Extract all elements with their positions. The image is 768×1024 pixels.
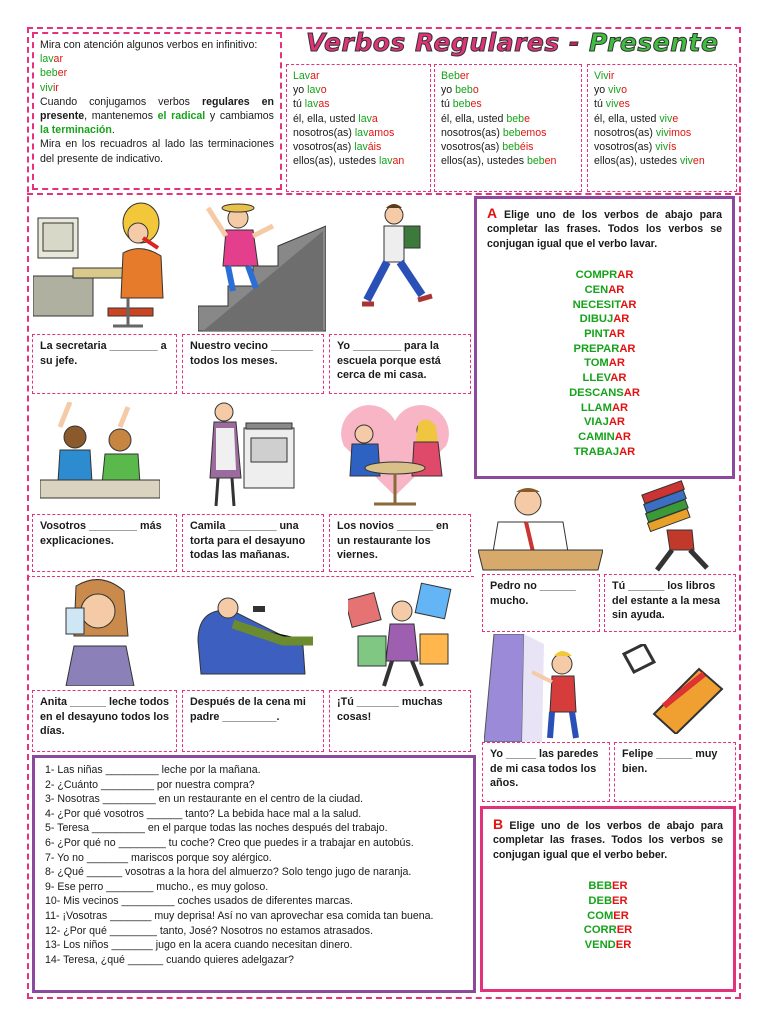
conj-row: yo vivo: [594, 84, 627, 97]
couple-dinner-illustration: [334, 396, 456, 510]
student-walking-illustration: [352, 200, 442, 320]
verb-item: PREPARAR: [573, 342, 636, 355]
man-resting-armchair-illustration: [193, 586, 321, 680]
exercise-item: 3- Nosotras _________ en un restaurante en el centro de la ciudad.: [45, 793, 364, 806]
conj-row: vosotros(as) laváis: [293, 141, 382, 154]
caption-pedro: Pedro no ______ mucho.: [482, 574, 600, 632]
conj-row: nosotros(as) bebemos: [441, 126, 547, 139]
shopper-with-bags-illustration: [348, 576, 456, 688]
intro-text: [40, 38, 274, 166]
section-b-verb-list: [493, 879, 723, 953]
caption-tu-cosas: ¡Tú _______ muchas cosas!: [329, 690, 471, 752]
conj-row: yo lavo: [293, 84, 327, 97]
intro-verb-beber: beber: [40, 67, 68, 80]
section-b-box: [480, 806, 736, 992]
conj-row: tú vives: [594, 98, 630, 111]
caption-yo-paredes: Yo _____ las paredes de mi casa todos los años.: [482, 742, 610, 802]
exercise-item: 6- ¿Por qué no ________ tu coche? Creo que puedes ir a trabajar en autobús.: [45, 836, 414, 849]
infinitive-vivir: Vivir: [594, 70, 615, 82]
verb-item: DIBUJAR: [579, 313, 630, 326]
secretary-illustration: [33, 198, 173, 333]
caption-neighbor: Nuestro vecino _______ todos los meses.: [182, 334, 324, 394]
caption-novios: Los novios ______ en un restaurante los viernes.: [329, 514, 471, 572]
section-a-box: [474, 196, 735, 479]
conj-row: tú bebes: [441, 98, 482, 111]
title-part2: Presente: [589, 28, 719, 57]
conjugation-vivir: [587, 64, 737, 192]
conj-row: nosotros(as) vivimos: [594, 126, 692, 139]
exercise-item: 14- Teresa, ¿qué ______ cuando quieres adelgazar?: [45, 953, 294, 966]
verb-item: TRABAJAR: [573, 445, 636, 458]
conj-row: él, ella, usted lava: [293, 112, 378, 125]
exercise-list-box: [32, 755, 476, 993]
infinitive-lavar: Lavar: [293, 70, 320, 82]
conjugation-beber: [434, 64, 582, 192]
verb-item: TOMAR: [584, 357, 625, 370]
exercise-item: 10- Mis vecinos _________ coches usados de diferentes marcas.: [45, 895, 353, 908]
caption-felipe: Felipe ______ muy bien.: [614, 742, 736, 802]
intro-line1: Mira con atención algunos verbos en infinitivo:: [40, 39, 258, 51]
intro-box: [32, 32, 282, 190]
header-divider: [27, 193, 741, 195]
caption-tu-libros: Tú ______ los libros del estante a la mesa sin ayuda.: [604, 574, 736, 632]
verb-item: LLAMAR: [580, 401, 629, 414]
conj-row: él, ella, usted vive: [594, 112, 679, 125]
verb-item: CAMINAR: [578, 430, 631, 443]
exercise-item: 8- ¿Qué ______ vosotras a la hora del almuerzo? Solo tengo jugo de naranja.: [45, 866, 412, 879]
caption-camila: Camila ________ una torta para el desayuno todas las mañanas.: [182, 514, 324, 572]
verb-item: VIAJAR: [583, 416, 626, 429]
exercise-item: 13- Los niños _______ jugo en la acera cuando necesitan dinero.: [45, 939, 353, 952]
verb-item: LLEVAR: [582, 372, 627, 385]
conj-row: vosotros(as) bebéis: [441, 141, 534, 154]
section-b-text: Elige uno de los verbos de abajo para completar las frases. Todos los verbos se conjugan igual que el verbo beber.: [493, 820, 723, 861]
section-a-verb-list: [487, 268, 722, 459]
verb-item: COMER: [587, 909, 629, 922]
girl-drinking-illustration: [46, 576, 144, 686]
exercise-item: 12- ¿Por qué ________ tanto, José? Nosotros no estamos atrasados.: [45, 924, 374, 937]
exercise-item: 7- Yo no _______ mariscos porque soy alérgico.: [45, 851, 272, 864]
conj-row: ellos(as), ustedes viven: [594, 155, 705, 168]
exercise-item: 2- ¿Cuánto _________ por nuestra compra?: [45, 778, 255, 791]
caption-secretary: La secretaria ________ a su jefe.: [32, 334, 177, 394]
exercise-item: 9- Ese perro ________ mucho., es muy goloso.: [45, 880, 269, 893]
section-b-letter: B: [493, 816, 504, 832]
conj-row: yo bebo: [441, 84, 479, 97]
verb-item: DESCANSAR: [569, 386, 640, 399]
conj-row: tú lavas: [293, 98, 330, 111]
exercise-item: 1- Las niñas _________ leche por la mañana.: [45, 764, 261, 776]
man-carrying-books-illustration: [622, 480, 730, 572]
students-raising-hands-illustration: [40, 402, 160, 502]
verb-item: COMPRAR: [575, 269, 634, 282]
caption-vosotros: Vosotros ________ más explicaciones.: [32, 514, 177, 572]
verb-item: NECESITAR: [572, 298, 637, 311]
exercise-item: 11- ¡Vosotras _______ muy deprisa! Así no van aprovechar esa comida tan buena.: [45, 909, 434, 922]
section-a-instruction: [487, 206, 722, 251]
conjugation-lavar: [286, 64, 431, 192]
exercise-item: 4- ¿Por qué vosotros ______ tanto? La bebida hace mal a la salud.: [45, 807, 362, 820]
page-title: [306, 28, 718, 57]
section-a-text: Elige uno de los verbos de abajo para completar las frases. Todos los verbos se conjugan igual que el verbo lavar.: [487, 209, 722, 250]
intro-paragraph-2: Cuando conjugamos verbos regulares en presente, mantenemos el radical y cambiamos la terminación.: [40, 95, 274, 137]
verb-item: CORRER: [583, 924, 633, 937]
woman-cooking-illustration: [196, 398, 296, 510]
neighbor-illustration: [198, 196, 326, 333]
girl-painting-wall-illustration: [484, 634, 602, 742]
verb-item: PINTAR: [584, 328, 625, 341]
caption-anita: Anita ______ leche todos en el desayuno todos los días.: [32, 690, 177, 752]
conj-row: él, ella, usted bebe: [441, 112, 530, 125]
tired-man-illustration: [478, 482, 603, 572]
caption-padre: Después de la cena mi padre _________.: [182, 690, 324, 752]
verb-item: BEBER: [588, 880, 628, 893]
hand-drawing-illustration: [604, 644, 726, 734]
section-b-instruction: [493, 817, 723, 862]
exercise-item: 5- Teresa _________ en el parque todas las noches después del trabajo.: [45, 822, 388, 835]
conj-row: nosotros(as) lavamos: [293, 126, 395, 139]
intro-verb-lavar: lavar: [40, 53, 63, 66]
verb-item: CENAR: [584, 283, 625, 296]
caption-student: Yo ________ para la escuela porque está cerca de mi casa.: [329, 334, 471, 394]
intro-verb-vivir: vivir: [40, 81, 59, 94]
intro-paragraph-3: Mira en los recuadros al lado las terminaciones del presente de indicativo.: [40, 138, 274, 165]
conj-row: ellos(as), ustedes lavan: [293, 155, 405, 168]
verb-item: DEBER: [588, 894, 628, 907]
conj-row: vosotros(as) vivís: [594, 141, 677, 154]
section-a-letter: A: [487, 205, 498, 221]
conj-row: ellos(as), ustedes beben: [441, 155, 557, 168]
infinitive-beber: Beber: [441, 70, 470, 82]
verb-item: VENDER: [584, 939, 632, 952]
title-part1: Verbos Regulares: [306, 28, 560, 57]
title-dash: -: [559, 28, 590, 57]
